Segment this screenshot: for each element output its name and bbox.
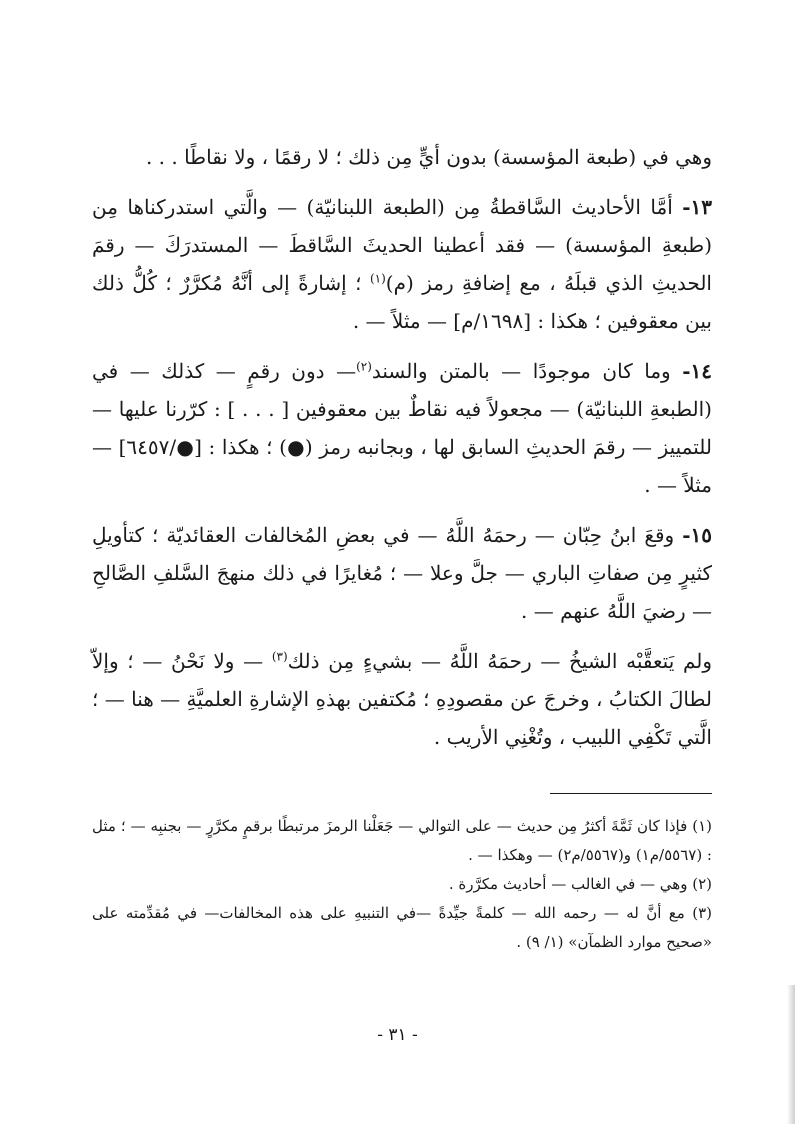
paragraph-13 (92, 188, 712, 340)
paragraph-text-continued: — ولا نَحْنُ — ؛ وإلاّ لطالَ الكتابُ ، وخرجَ عن مقصودِهِ ؛ مُكتفين بهذهِ الإشارةِ العلميَّةِ — هنا — ؛ الَّتي تَكْفِي اللبيب ، وتُغْنِي الأريب . (92, 649, 712, 749)
footnote-divider (550, 793, 712, 794)
footnote-ref-1[interactable]: (١) (369, 271, 386, 286)
paragraph-text: وهي في (طبعة المؤسسة) بدون أيٍّ مِن ذلك ؛ لا رقمًا ، ولا نقاطًا . . . (145, 145, 712, 169)
footnote-ref-2[interactable]: (٢) (356, 359, 372, 374)
paragraph-14 (92, 352, 712, 504)
paragraph-text: أمَّا الأحاديث السَّاقطةُ مِن (الطبعة اللبنانيّة) — والَّتي استدركناها مِن (طبعةِ المؤسسة) — فقد أعطينا الحديثَ السَّاقطَ — المستدرَكَ — رقمَ الحديثِ الذي قبلَهُ ، مع إضافةِ رمز (م) (92, 195, 712, 295)
main-text (92, 138, 712, 756)
footnote-ref-3[interactable]: (٣) (271, 649, 288, 664)
paragraph-number: ١٥- (682, 523, 712, 547)
footnote-1: (١) فإذا كان ثَمَّةَ أكثرُ مِن حديث — على التوالي — جَعَلْنا الرمزَ مرتبطًا برقمٍ مكرَّرٍ — بجنبِه — ؛ مثل : (٥٥٦٧/م١) و(٥٥٦٧/م٢) — وهكذا — . (92, 817, 712, 864)
paragraph-text-continued: — دون رقمٍ — كذلك — في (الطبعةِ اللبنانيّة) — مجعولاً فيه نقاطٌ بين معقوفين [ . . . ] : كرّرنا عليها — للتمييز — رقمَ الحديثِ السابق لها ، وبجانبه رمز (●) ؛ هكذا : [●/٦٤٥٧] — مثلاً — . (92, 359, 712, 497)
footnote-2: (٢) وهي — في الغالب — أحاديث مكرَّرة . (448, 875, 712, 893)
paragraph-closing (92, 642, 712, 756)
paragraph-15 (92, 516, 712, 630)
paragraph-text-continued: ؛ إشارةً إلى أنَّهُ مُكرَّرٌ ؛ كُلُّ ذلك بين معقوفين ؛ هكذا : [١٦٩٨/م] — مثلاً — . (92, 271, 712, 333)
paragraph-text: وما كان موجودًا — بالمتن والسند (371, 359, 683, 383)
page-number: - ٣١ - (377, 1025, 418, 1045)
paragraph-intro (92, 138, 712, 176)
paragraph-text: وقعَ ابنُ حِبّان — رحمَهُ اللَّهُ — في بعضِ المُخالفات العقائديّة ؛ كتأويلِ كثيرٍ مِن صفاتِ الباري — جلَّ وعلا — ؛ مُغايرًا في ذلك منهجَ السَّلفِ الصَّالحِ — رضيَ اللَّهُ عنهم — . (92, 523, 712, 623)
footnote-3: (٣) مع أنَّ له — رحمه الله — كلمةً جيِّدةً —في التنبيهِ على هذه المخالفات— في مُقدِّمته على «صحيح موارد الظمآن» (١/ ٩) . (92, 904, 712, 951)
footnotes (92, 812, 712, 957)
page-edge-shadow (787, 985, 795, 1124)
paragraph-text: ولم يَتعقَّبْه الشيخُ — رحمَهُ اللَّهُ — بشيءٍ مِن ذلك (287, 649, 713, 673)
paragraph-number: ١٤- (682, 359, 712, 383)
paragraph-number: ١٣- (682, 195, 712, 219)
